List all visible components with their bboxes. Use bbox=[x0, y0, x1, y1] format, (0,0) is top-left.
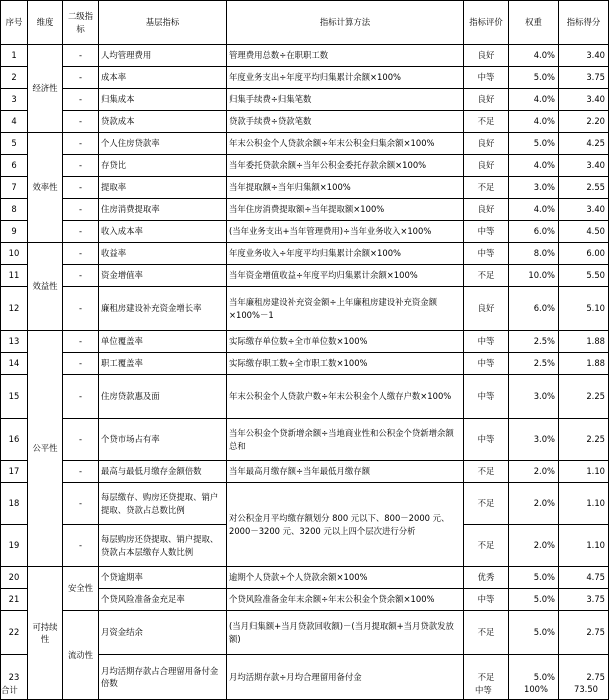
weight-cell: 5.0% bbox=[509, 611, 559, 655]
table-row bbox=[1, 611, 609, 655]
rating-cell: 不足 bbox=[464, 111, 509, 133]
row-no: 14 bbox=[1, 353, 28, 375]
secondary-cell: - bbox=[63, 287, 99, 331]
rating-cell: 良好 bbox=[464, 89, 509, 111]
rating-cell: 不足 bbox=[464, 265, 509, 287]
table-row bbox=[1, 419, 609, 461]
indicator-cell: 人均管理费用 bbox=[99, 45, 227, 67]
rating-cell: 中等 bbox=[464, 243, 509, 265]
secondary-cell: - bbox=[63, 177, 99, 199]
indicator-cell: 存贷比 bbox=[99, 155, 227, 177]
weight-cell: 3.0% bbox=[509, 177, 559, 199]
weight-cell: 5.0% bbox=[509, 567, 559, 589]
table-row bbox=[1, 243, 609, 265]
rating-cell: 良好 bbox=[464, 287, 509, 331]
weight-cell: 4.0% bbox=[509, 155, 559, 177]
indicator-cell: 最高与最低月缴存金额倍数 bbox=[99, 461, 227, 483]
secondary-cell: - bbox=[63, 155, 99, 177]
indicator-cell: 职工覆盖率 bbox=[99, 353, 227, 375]
score-cell: 3.40 bbox=[559, 89, 609, 111]
indicator-cell: 个贷逾期率 bbox=[99, 567, 227, 589]
col-header-indicator: 基层指标 bbox=[99, 1, 227, 45]
weight-cell: 5.0% bbox=[509, 655, 559, 700]
method-cell: 贷款手续费÷贷款笔数 bbox=[227, 111, 464, 133]
row-no: 12 bbox=[1, 287, 28, 331]
weight-cell: 4.0% bbox=[509, 45, 559, 67]
score-cell: 3.75 bbox=[559, 589, 609, 611]
method-cell: 实际缴存职工数÷全市职工数×100% bbox=[227, 353, 464, 375]
row-no: 3 bbox=[1, 89, 28, 111]
dimension-cell: 公平性 bbox=[28, 331, 63, 567]
rating-cell: 中等 bbox=[464, 589, 509, 611]
indicator-cell: 收入成本率 bbox=[99, 221, 227, 243]
indicator-cell: 贷款成本 bbox=[99, 111, 227, 133]
secondary-cell: - bbox=[63, 199, 99, 221]
rating-cell: 中等 bbox=[464, 419, 509, 461]
rating-cell: 不足 bbox=[464, 611, 509, 655]
table-row bbox=[1, 67, 609, 89]
weight-cell: 4.0% bbox=[509, 89, 559, 111]
row-no: 10 bbox=[1, 243, 28, 265]
method-cell: 年末公积金个人贷款户数÷年末公积金个人缴存户数×100% bbox=[227, 375, 464, 419]
weight-cell: 5.0% bbox=[509, 589, 559, 611]
secondary-cell: - bbox=[63, 111, 99, 133]
secondary-cell: - bbox=[63, 67, 99, 89]
total-weight: 100% bbox=[524, 684, 548, 694]
row-no: 13 bbox=[1, 331, 28, 353]
rating-cell: 中等 bbox=[464, 353, 509, 375]
row-no: 4 bbox=[1, 111, 28, 133]
method-cell: 当年资金增值收益÷年度平均归集累计余额×100% bbox=[227, 265, 464, 287]
method-cell: (当年业务支出+当年管理费用)÷当年业务收入×100% bbox=[227, 221, 464, 243]
secondary-cell: - bbox=[63, 461, 99, 483]
weight-cell: 4.0% bbox=[509, 111, 559, 133]
row-no: 11 bbox=[1, 265, 28, 287]
col-header-score: 指标得分 bbox=[559, 1, 609, 45]
indicator-cell: 收益率 bbox=[99, 243, 227, 265]
score-cell: 2.25 bbox=[559, 419, 609, 461]
score-cell: 1.10 bbox=[559, 461, 609, 483]
row-no: 22 bbox=[1, 611, 28, 655]
weight-cell: 3.0% bbox=[509, 375, 559, 419]
indicator-cell: 住房消费提取率 bbox=[99, 199, 227, 221]
row-no: 15 bbox=[1, 375, 28, 419]
score-cell: 2.75 bbox=[559, 611, 609, 655]
indicator-cell: 归集成本 bbox=[99, 89, 227, 111]
col-header-rating: 指标评价 bbox=[464, 1, 509, 45]
weight-cell: 2.5% bbox=[509, 353, 559, 375]
rating-cell: 不足 bbox=[464, 461, 509, 483]
score-cell: 3.75 bbox=[559, 67, 609, 89]
score-cell: 2.75 bbox=[559, 655, 609, 700]
score-cell: 1.10 bbox=[559, 525, 609, 567]
table-row bbox=[1, 155, 609, 177]
row-no: 17 bbox=[1, 461, 28, 483]
table-row bbox=[1, 89, 609, 111]
rating-cell: 中等 bbox=[464, 221, 509, 243]
table-row bbox=[1, 353, 609, 375]
method-cell: 月均活期存款÷月均合理留用备付金 bbox=[227, 655, 464, 700]
indicator-cell: 住房贷款惠及面 bbox=[99, 375, 227, 419]
row-no: 20 bbox=[1, 567, 28, 589]
indicator-cell: 月资金结余 bbox=[99, 611, 227, 655]
row-no: 19 bbox=[1, 525, 28, 567]
score-cell: 5.10 bbox=[559, 287, 609, 331]
weight-cell: 4.0% bbox=[509, 199, 559, 221]
col-header-weight: 权重 bbox=[509, 1, 559, 45]
row-no: 18 bbox=[1, 483, 28, 525]
method-cell: 归集手续费÷归集笔数 bbox=[227, 89, 464, 111]
table-row bbox=[1, 331, 609, 353]
total-label: 合计 bbox=[1, 685, 18, 695]
score-cell: 6.00 bbox=[559, 243, 609, 265]
rating-cell: 良好 bbox=[464, 199, 509, 221]
col-header-method: 指标计算方法 bbox=[227, 1, 464, 45]
indicator-cell: 提取率 bbox=[99, 177, 227, 199]
score-cell: 4.75 bbox=[559, 567, 609, 589]
table-row bbox=[1, 461, 609, 483]
row-no: 6 bbox=[1, 155, 28, 177]
weight-cell: 8.0% bbox=[509, 243, 559, 265]
indicator-cell: 单位覆盖率 bbox=[99, 331, 227, 353]
rating-cell: 良好 bbox=[464, 45, 509, 67]
secondary-cell: - bbox=[63, 243, 99, 265]
method-cell: 对公积金月平均缴存额划分 800 元以下、800－2000 元、2000－3200 元、3200 元以上四个层次进行分析 bbox=[227, 483, 464, 567]
table-row bbox=[1, 111, 609, 133]
row-no: 23 bbox=[1, 655, 28, 700]
score-cell: 4.25 bbox=[559, 133, 609, 155]
score-cell: 2.20 bbox=[559, 111, 609, 133]
method-cell: 当年住房消费提取额÷当年提取额×100% bbox=[227, 199, 464, 221]
row-no: 5 bbox=[1, 133, 28, 155]
table-row bbox=[1, 45, 609, 67]
total-rating: 中等 bbox=[475, 685, 492, 695]
score-cell: 2.25 bbox=[559, 375, 609, 419]
method-cell: 逾期个人贷款÷个人贷款余额×100% bbox=[227, 567, 464, 589]
method-cell: 年度业务支出÷年度平均归集累计余额×100% bbox=[227, 67, 464, 89]
row-no: 7 bbox=[1, 177, 28, 199]
row-no: 1 bbox=[1, 45, 28, 67]
rating-cell: 中等 bbox=[464, 67, 509, 89]
method-cell: 当年最高月缴存额÷当年最低月缴存额 bbox=[227, 461, 464, 483]
row-no: 2 bbox=[1, 67, 28, 89]
rating-cell: 良好 bbox=[464, 155, 509, 177]
col-header-dimension: 维度 bbox=[28, 1, 63, 45]
weight-cell: 6.0% bbox=[509, 221, 559, 243]
indicator-cell: 廉租房建设补充资金增长率 bbox=[99, 287, 227, 331]
indicator-cell: 个贷市场占有率 bbox=[99, 419, 227, 461]
table-row bbox=[1, 199, 609, 221]
secondary-cell: - bbox=[63, 133, 99, 155]
table-row bbox=[1, 483, 609, 525]
method-cell: 年末公积金个人贷款余额÷年末公积金归集余额×100% bbox=[227, 133, 464, 155]
indicator-cell: 月均活期存款占合理留用备付金倍数 bbox=[99, 655, 227, 700]
header-row bbox=[1, 1, 609, 45]
score-cell: 4.50 bbox=[559, 221, 609, 243]
method-cell: (当月归集额+当月贷款回收额)－(当月提取额+当月贷款发放额) bbox=[227, 611, 464, 655]
method-cell: 当年提取额÷当年归集额×100% bbox=[227, 177, 464, 199]
indicator-cell: 每层购房还贷提取、销户提取、贷款占本层缴存人数比例 bbox=[99, 525, 227, 567]
table-row bbox=[1, 221, 609, 243]
method-cell: 年度业务收入÷年度平均归集累计余额×100% bbox=[227, 243, 464, 265]
rating-cell: 中等 bbox=[464, 375, 509, 419]
score-cell: 3.40 bbox=[559, 155, 609, 177]
method-cell: 当年委托贷款余额÷当年公积金委托存款余额×100% bbox=[227, 155, 464, 177]
secondary-cell: - bbox=[63, 419, 99, 461]
rating-cell: 不足 bbox=[464, 483, 509, 525]
secondary-cell: - bbox=[63, 45, 99, 67]
score-cell: 1.88 bbox=[559, 353, 609, 375]
col-header-no: 序号 bbox=[1, 1, 28, 45]
weight-cell: 2.0% bbox=[509, 483, 559, 525]
row-no: 8 bbox=[1, 199, 28, 221]
col-header-secondary: 二级指标 bbox=[63, 1, 99, 45]
method-cell: 当年公积金个贷新增余额÷当地商业性和公积金个贷新增余额总和 bbox=[227, 419, 464, 461]
score-cell: 1.10 bbox=[559, 483, 609, 525]
weight-cell: 10.0% bbox=[509, 265, 559, 287]
secondary-cell: 流动性 bbox=[63, 611, 99, 700]
indicator-cell: 每层缴存、购房还贷提取、销户提取、贷款占总数比例 bbox=[99, 483, 227, 525]
score-cell: 1.88 bbox=[559, 331, 609, 353]
secondary-cell: - bbox=[63, 221, 99, 243]
score-cell: 3.40 bbox=[559, 45, 609, 67]
rating-cell: 良好 bbox=[464, 133, 509, 155]
secondary-cell: - bbox=[63, 265, 99, 287]
rating-cell: 不足 bbox=[464, 177, 509, 199]
table-row bbox=[1, 177, 609, 199]
secondary-cell: - bbox=[63, 353, 99, 375]
dimension-cell: 经济性 bbox=[28, 45, 63, 133]
dimension-cell: 效益性 bbox=[28, 243, 63, 331]
indicator-cell: 个贷风险准备金充足率 bbox=[99, 589, 227, 611]
rating-cell: 不足 bbox=[464, 525, 509, 567]
weight-cell: 6.0% bbox=[509, 287, 559, 331]
indicator-cell: 资金增值率 bbox=[99, 265, 227, 287]
table-row bbox=[1, 375, 609, 419]
score-cell: 3.40 bbox=[559, 199, 609, 221]
secondary-cell: - bbox=[63, 375, 99, 419]
method-cell: 个贷风险准备金年末余额÷年末公积金个贷余额×100% bbox=[227, 589, 464, 611]
secondary-cell: - bbox=[63, 331, 99, 353]
method-cell: 实际缴存单位数÷全市单位数×100% bbox=[227, 331, 464, 353]
weight-cell: 3.0% bbox=[509, 419, 559, 461]
weight-cell: 5.0% bbox=[509, 133, 559, 155]
rating-cell: 优秀 bbox=[464, 567, 509, 589]
indicator-cell: 个人住房贷款率 bbox=[99, 133, 227, 155]
row-no: 16 bbox=[1, 419, 28, 461]
dimension-cell: 可持续性 bbox=[28, 567, 63, 700]
weight-cell: 2.0% bbox=[509, 525, 559, 567]
score-cell: 5.50 bbox=[559, 265, 609, 287]
dimension-cell: 效率性 bbox=[28, 133, 63, 243]
secondary-cell: - bbox=[63, 525, 99, 567]
rating-cell: 中等 bbox=[464, 331, 509, 353]
rating-cell: 不足 bbox=[464, 655, 509, 700]
method-cell: 当年廉租房建设补充资金额÷上年廉租房建设补充资金额×100%－1 bbox=[227, 287, 464, 331]
indicator-cell: 成本率 bbox=[99, 67, 227, 89]
secondary-cell: - bbox=[63, 89, 99, 111]
weight-cell: 2.5% bbox=[509, 331, 559, 353]
table-row bbox=[1, 567, 609, 589]
row-no: 21 bbox=[1, 589, 28, 611]
secondary-cell: 安全性 bbox=[63, 567, 99, 611]
table-row bbox=[1, 287, 609, 331]
total-score: 73.50 bbox=[574, 684, 598, 694]
weight-cell: 5.0% bbox=[509, 67, 559, 89]
row-no: 9 bbox=[1, 221, 28, 243]
table-row bbox=[1, 265, 609, 287]
method-cell: 管理费用总数÷在职职工数 bbox=[227, 45, 464, 67]
table-row bbox=[1, 133, 609, 155]
weight-cell: 2.0% bbox=[509, 461, 559, 483]
secondary-cell: - bbox=[63, 483, 99, 525]
score-cell: 2.55 bbox=[559, 177, 609, 199]
